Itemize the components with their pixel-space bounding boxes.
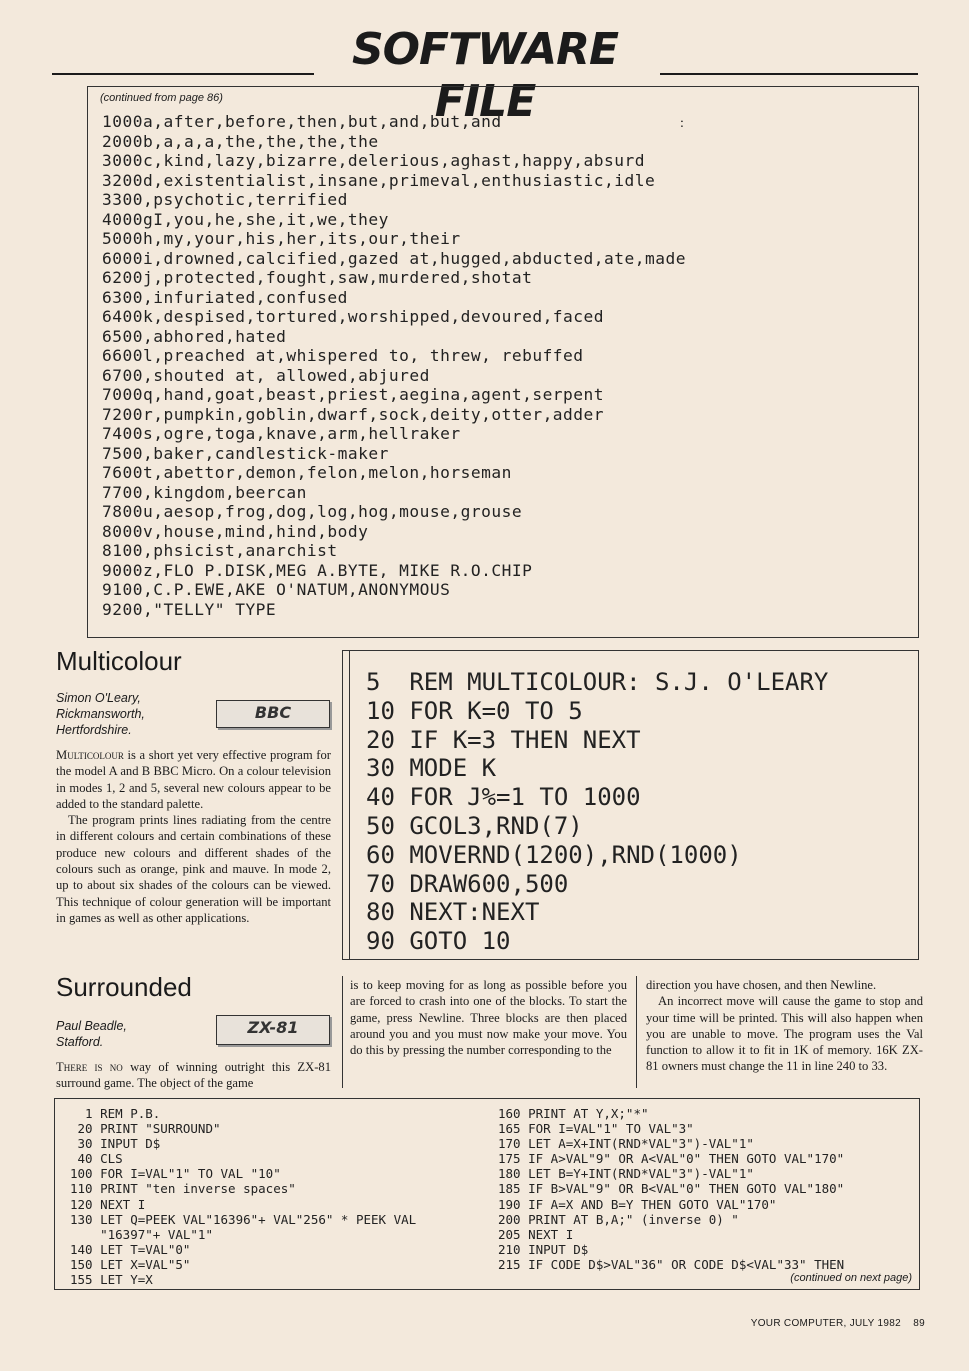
code-line: 7000q,hand,goat,beast,priest,aegina,agent,serpent bbox=[102, 385, 605, 404]
code-line: 180 LET B=Y+INT(RND*VAL"3")-VAL"1" bbox=[498, 1166, 754, 1182]
code-line: 140 LET T=VAL"0" bbox=[70, 1241, 191, 1257]
code-line: 20 IF K=3 THEN NEXT bbox=[366, 725, 641, 754]
surrounded-col2-text: is to keep moving for as long as possible before you are forced to crash into one of the blocks. To start the game, press Newline. Three blocks are then placed around you and you must now make your move. You do this by pressing the number corresponding to the bbox=[350, 978, 627, 1058]
byline-line: Paul Beadle, bbox=[56, 1019, 127, 1033]
bbc-box-rule bbox=[349, 650, 350, 960]
code-line: 6500,abhored,hated bbox=[102, 326, 287, 346]
code-line: 210 INPUT D$ bbox=[498, 1241, 589, 1257]
surrounded-col-2 bbox=[350, 977, 627, 1058]
byline-line: Rickmansworth, bbox=[56, 707, 145, 721]
code-line: 7600t,abettor,demon,felon,melon,horseman bbox=[102, 463, 512, 482]
word-list-lines bbox=[102, 112, 902, 619]
code-line: 9200,"TELLY" TYPE bbox=[102, 599, 277, 619]
code-line: 1000a,after,before,then,but,and,but,and bbox=[102, 112, 502, 131]
code-line: 150 LET X=VAL"5" bbox=[70, 1256, 191, 1272]
para-text: is a short yet very effective program for the model A and B BBC Micro. On a colour television in modes 1, 2 and 5, several new colours appear to be added to the standard palette. bbox=[56, 748, 331, 811]
code-line: 8100,phsicist,anarchist bbox=[102, 541, 338, 560]
code-line: 5000h,my,your,his,her,its,our,their bbox=[102, 229, 461, 248]
byline-line: Simon O'Leary, bbox=[56, 691, 141, 705]
para-text: way of winning outright this ZX-81 surround game. The object of the game bbox=[56, 1060, 331, 1091]
surrounded-title: Surrounded bbox=[56, 972, 192, 1002]
lead-caps: Multicolour bbox=[56, 748, 124, 762]
code-line: 3300,psychotic,terrified bbox=[102, 190, 348, 209]
header-rule-right bbox=[660, 73, 918, 75]
continued-next-note: (continued on next page) bbox=[790, 1272, 912, 1284]
byline-line: Hertfordshire. bbox=[56, 723, 132, 737]
code-line: 10 FOR K=0 TO 5 bbox=[366, 696, 583, 725]
code-line: 7800u,aesop,frog,dog,log,hog,mouse,grouse bbox=[102, 502, 523, 521]
code-line: 200 PRINT AT B,A;" (inverse 0) " bbox=[498, 1211, 739, 1227]
code-line: 3200d,existentialist,insane,primeval,enthusiastic,idle bbox=[102, 170, 656, 190]
surrounded-col-3 bbox=[646, 977, 923, 1075]
continued-from-note: (continued from page 86) bbox=[100, 92, 223, 104]
code-line: 155 LET Y=X bbox=[70, 1272, 153, 1288]
code-line: 190 IF A=X AND B=Y THEN GOTO VAL"170" bbox=[498, 1196, 777, 1212]
code-line: 170 LET A=X+INT(RND*VAL"3")-VAL"1" bbox=[498, 1136, 754, 1152]
code-line: 80 NEXT:NEXT bbox=[366, 898, 540, 927]
code-line: 1 REM P.B. bbox=[70, 1106, 161, 1121]
code-line: 7500,baker,candlestick-maker bbox=[102, 443, 389, 463]
multicolour-title: Multicolour bbox=[56, 646, 182, 676]
code-line: 100 FOR I=VAL"1" TO VAL "10" bbox=[70, 1166, 281, 1182]
code-line: 175 IF A>VAL"9" OR A<VAL"0" THEN GOTO VAL"170" bbox=[498, 1151, 845, 1167]
code-line: 6700,shouted at, allowed,abjured bbox=[102, 365, 430, 385]
code-line: 3000c,kind,lazy,bizarre,delerious,aghast,happy,absurd bbox=[102, 151, 646, 170]
code-line: 9100,C.P.EWE,AKE O'NATUM,ANONYMOUS bbox=[102, 580, 451, 599]
code-line: 8000v,house,mind,hind,body bbox=[102, 521, 369, 541]
code-line: 60 MOVERND(1200),RND(1000) bbox=[366, 840, 742, 869]
header-rule-left bbox=[52, 73, 314, 75]
column-rule bbox=[636, 976, 637, 1088]
code-line: 40 FOR J%=1 TO 1000 bbox=[366, 783, 641, 812]
multicolour-body bbox=[56, 747, 331, 926]
code-line: 120 NEXT I bbox=[70, 1196, 146, 1212]
surrounded-byline bbox=[56, 1018, 127, 1050]
code-line: 7700,kingdom,beercan bbox=[102, 482, 307, 502]
code-line: 6200j,protected,fought,saw,murdered,shotat bbox=[102, 268, 533, 287]
zx81-listing-right bbox=[498, 1106, 918, 1272]
multicolour-para-1 bbox=[56, 747, 331, 812]
code-line: 6400k,despised,tortured,worshipped,devoured,faced bbox=[102, 307, 605, 326]
stray-mark: : bbox=[680, 116, 684, 131]
code-line: 6000i,drowned,calcified,gazed at,hugged,abducted,ate,made bbox=[102, 248, 687, 268]
code-line: 7400s,ogre,toga,knave,arm,hellraker bbox=[102, 424, 461, 443]
surrounded-col3-para-1: direction you have chosen, and then Newline. bbox=[646, 978, 877, 992]
code-line: 165 FOR I=VAL"1" TO VAL"3" bbox=[498, 1121, 694, 1137]
code-line: 30 INPUT D$ bbox=[70, 1136, 161, 1152]
multicolour-byline bbox=[56, 690, 145, 738]
code-line: 9000z,FLO P.DISK,MEG A.BYTE, MIKE R.O.CHIP bbox=[102, 560, 533, 580]
code-line: 6300,infuriated,confused bbox=[102, 287, 348, 307]
surrounded-col3-para-2: An incorrect move will cause the game to stop and your time will be printed. This will also happen when you are unable to move. The program uses the Val function to allow it to fit in 1K of memory. 16K ZX-81 owners must change the 11 in line 240 to 33. bbox=[646, 994, 923, 1074]
surrounded-col-1 bbox=[56, 1059, 331, 1092]
byline-line: Stafford. bbox=[56, 1035, 104, 1049]
column-rule bbox=[342, 976, 343, 1088]
code-line: 6600l,preached at,whispered to, threw, rebuffed bbox=[102, 346, 584, 365]
code-line: "16397"+ VAL"1" bbox=[70, 1226, 213, 1242]
code-line: 40 CLS bbox=[70, 1151, 123, 1167]
zx81-listing-left bbox=[70, 1106, 490, 1287]
bbc-badge: BBC bbox=[216, 700, 330, 728]
multicolour-para-2: The program prints lines radiating from the centre in different colours and certain combinations of these produce new colours and different shades of the colours such as orange, pink and mauve. In mode 2, up to about six shades of the colours can be viewed. This technique of colour generation will be important in games as well as other applications. bbox=[56, 813, 331, 925]
code-line: 130 LET Q=PEEK VAL"16396"+ VAL"256" * PEEK VAL bbox=[70, 1211, 417, 1227]
code-line: 160 PRINT AT Y,X;"*" bbox=[498, 1106, 649, 1121]
surrounded-para-1 bbox=[56, 1059, 331, 1092]
code-line: 4000gI,you,he,she,it,we,they bbox=[102, 209, 389, 229]
code-line: 50 GCOL3,RND(7) bbox=[366, 811, 583, 840]
page-header-title: SOFTWARE FILE bbox=[351, 24, 619, 127]
code-line: 2000b,a,a,a,the,the,the,the bbox=[102, 131, 379, 151]
zx81-badge: ZX-81 bbox=[216, 1015, 330, 1045]
code-line: 185 IF B>VAL"9" OR B<VAL"0" THEN GOTO VAL"180" bbox=[498, 1181, 845, 1197]
page-footer: YOUR COMPUTER, JULY 1982 89 bbox=[750, 1318, 925, 1329]
code-line: 90 GOTO 10 bbox=[366, 927, 511, 956]
code-line: 30 MODE K bbox=[366, 754, 497, 783]
code-line: 7200r,pumpkin,goblin,dwarf,sock,deity,otter,adder bbox=[102, 404, 605, 424]
code-line: 205 NEXT I bbox=[498, 1226, 574, 1242]
code-line: 70 DRAW600,500 bbox=[366, 869, 569, 898]
lead-caps: There is no bbox=[56, 1060, 123, 1074]
code-line: 110 PRINT "ten inverse spaces" bbox=[70, 1181, 296, 1197]
code-line: 5 REM MULTICOLOUR: S.J. O'LEARY bbox=[366, 668, 829, 696]
code-line: 215 IF CODE D$>VAL"36" OR CODE D$<VAL"33" THEN bbox=[498, 1256, 845, 1272]
bbc-listing-lines bbox=[366, 668, 916, 956]
code-line: 20 PRINT "SURROUND" bbox=[70, 1121, 221, 1137]
